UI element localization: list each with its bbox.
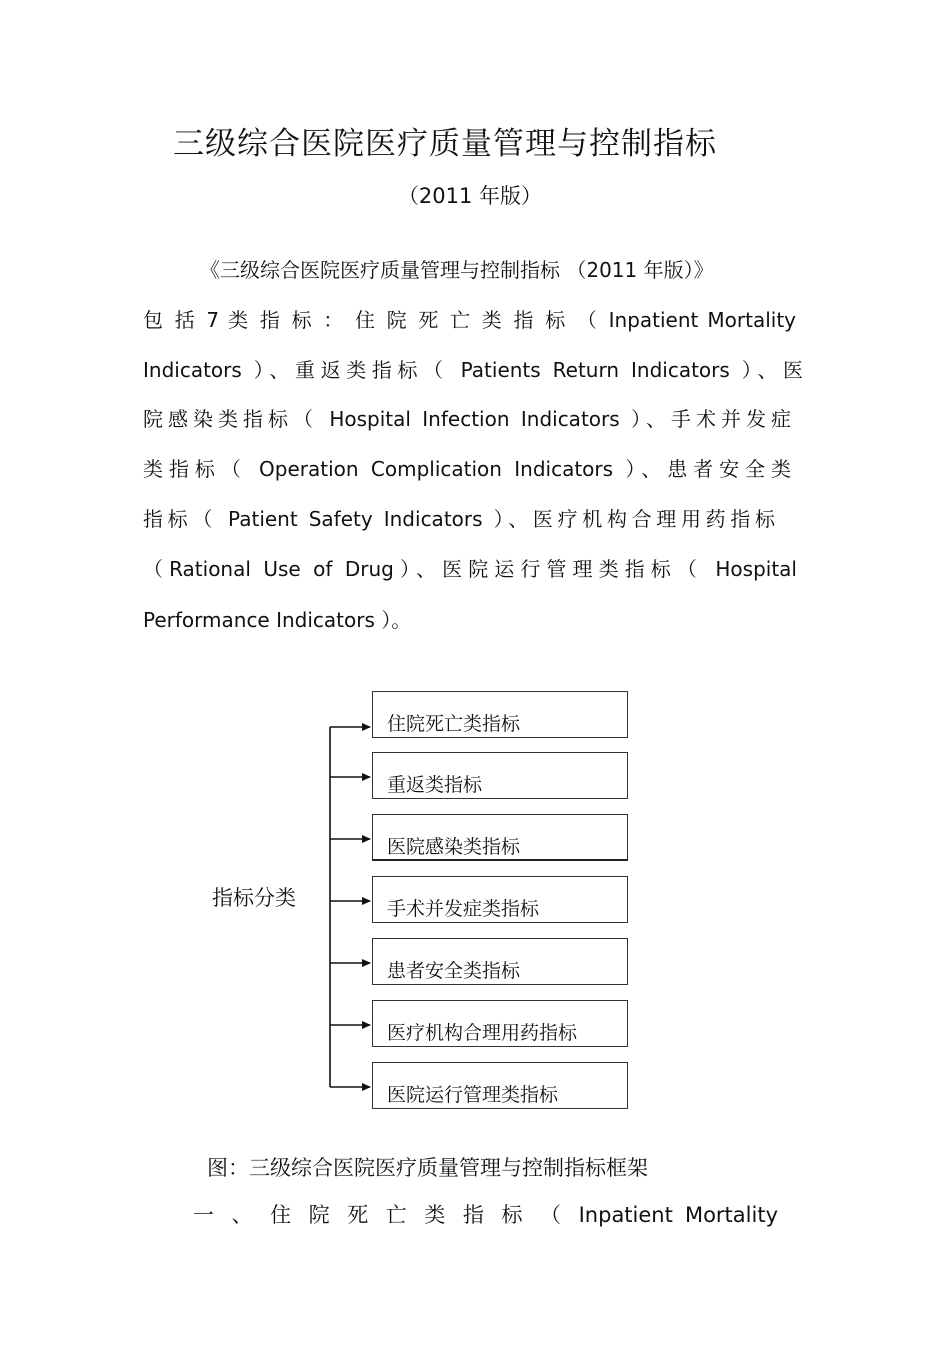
intro-line-2: 包 括 7 类 指 标 ： 住 院 死 亡 类 指 标 （ Inpatient Mortality (143, 308, 796, 332)
diagram-root-label: 指标分类 (212, 886, 296, 910)
section-heading: 一 、 住 院 死 亡 类 指 标 （ Inpatient Mortality (193, 1203, 778, 1227)
category-box-operation-complication: 手术并发症类指标 (372, 876, 628, 923)
intro-line-4: 院感染类指标（ Hospital Infection Indicators ）、手术并发症 (143, 407, 791, 431)
category-box-hospital-infection: 医院感染类指标 (372, 814, 628, 861)
document-title: 三级综合医院医疗质量管理与控制指标 (173, 126, 717, 162)
category-box-inpatient-mortality: 住院死亡类指标 (372, 691, 628, 738)
intro-line-3: Indicators ）、重返类指标（ Patients Return Indicators ）、医 (143, 358, 803, 382)
intro-line-6: 指标（ Patient Safety Indicators ）、医疗机构合理用药指标 (143, 507, 775, 531)
intro-line-8: Performance Indicators ）。 (143, 608, 412, 632)
document-edition: （2011 年版） (397, 184, 543, 208)
intro-line-1: 《三级综合医院医疗质量管理与控制指标 （2011 年版）》 (200, 258, 714, 282)
category-box-hospital-performance: 医院运行管理类指标 (372, 1062, 628, 1109)
intro-line-5: 类指标（ Operation Complication Indicators ）、患者安全类 (143, 457, 791, 481)
category-box-patient-safety: 患者安全类指标 (372, 938, 628, 985)
intro-line-7: （Rational Use of Drug）、医院运行管理类指标（ Hospital (143, 557, 797, 581)
figure-caption: 图：三级综合医院医疗质量管理与控制指标框架 (207, 1156, 648, 1180)
category-box-patients-return: 重返类指标 (372, 752, 628, 799)
category-box-rational-drug-use: 医疗机构合理用药指标 (372, 1000, 628, 1047)
